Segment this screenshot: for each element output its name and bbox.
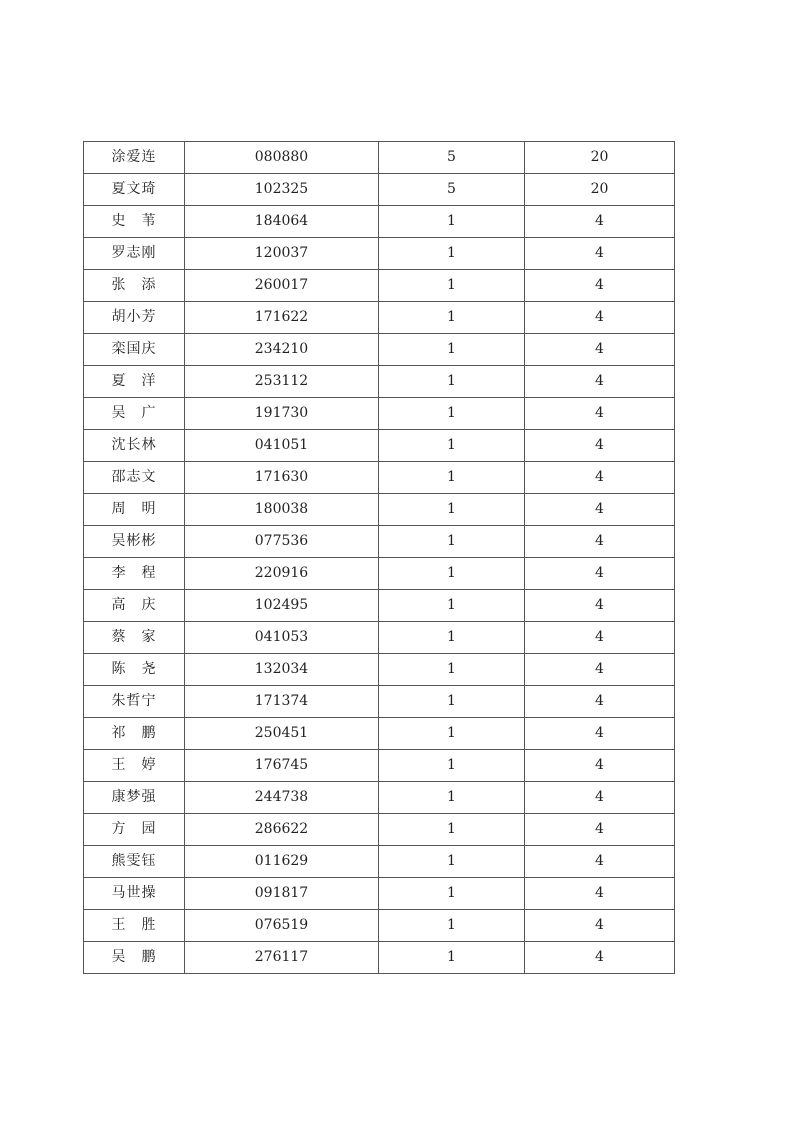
table-row [84, 750, 675, 782]
count-cell: 1 [379, 494, 525, 526]
table-row [84, 718, 675, 750]
code-cell: 244738 [185, 782, 379, 814]
table-row [84, 910, 675, 942]
code-cell: 220916 [185, 558, 379, 590]
score-cell: 4 [525, 334, 675, 366]
count-cell: 1 [379, 206, 525, 238]
name-cell: 史 苇 [84, 206, 185, 238]
count-cell: 1 [379, 782, 525, 814]
count-cell: 5 [379, 174, 525, 206]
count-cell: 1 [379, 910, 525, 942]
code-cell: 077536 [185, 526, 379, 558]
code-cell: 180038 [185, 494, 379, 526]
count-cell: 1 [379, 686, 525, 718]
name-cell: 方 园 [84, 814, 185, 846]
table-row [84, 654, 675, 686]
table-row [84, 238, 675, 270]
table-row [84, 782, 675, 814]
table-row [84, 942, 675, 974]
name-cell: 吴 广 [84, 398, 185, 430]
name-cell: 张 添 [84, 270, 185, 302]
count-cell: 5 [379, 142, 525, 174]
name-cell: 吴彬彬 [84, 526, 185, 558]
score-cell: 4 [525, 558, 675, 590]
score-cell: 4 [525, 462, 675, 494]
code-cell: 171622 [185, 302, 379, 334]
score-cell: 4 [525, 686, 675, 718]
score-cell: 4 [525, 398, 675, 430]
table-row [84, 558, 675, 590]
score-cell: 4 [525, 750, 675, 782]
name-cell: 祁 鹏 [84, 718, 185, 750]
table-row [84, 270, 675, 302]
name-cell: 吴 鹏 [84, 942, 185, 974]
name-cell: 夏文琦 [84, 174, 185, 206]
score-cell: 4 [525, 654, 675, 686]
code-cell: 260017 [185, 270, 379, 302]
score-cell: 20 [525, 174, 675, 206]
name-cell: 马世操 [84, 878, 185, 910]
score-cell: 4 [525, 238, 675, 270]
table-row [84, 526, 675, 558]
score-cell: 4 [525, 366, 675, 398]
code-cell: 120037 [185, 238, 379, 270]
name-cell: 康梦强 [84, 782, 185, 814]
count-cell: 1 [379, 526, 525, 558]
score-cell: 4 [525, 622, 675, 654]
count-cell: 1 [379, 750, 525, 782]
name-cell: 罗志刚 [84, 238, 185, 270]
table-row [84, 878, 675, 910]
table-row [84, 334, 675, 366]
count-cell: 1 [379, 590, 525, 622]
table-row [84, 814, 675, 846]
score-cell: 4 [525, 270, 675, 302]
code-cell: 234210 [185, 334, 379, 366]
name-cell: 栾国庆 [84, 334, 185, 366]
name-cell: 涂爱连 [84, 142, 185, 174]
table-row [84, 590, 675, 622]
score-cell: 4 [525, 878, 675, 910]
code-cell: 102495 [185, 590, 379, 622]
score-cell: 4 [525, 206, 675, 238]
score-cell: 4 [525, 494, 675, 526]
name-cell: 周 明 [84, 494, 185, 526]
score-cell: 4 [525, 718, 675, 750]
count-cell: 1 [379, 718, 525, 750]
table-row [84, 686, 675, 718]
count-cell: 1 [379, 302, 525, 334]
count-cell: 1 [379, 814, 525, 846]
count-cell: 1 [379, 398, 525, 430]
count-cell: 1 [379, 846, 525, 878]
table-row [84, 622, 675, 654]
score-cell: 4 [525, 526, 675, 558]
table-row [84, 206, 675, 238]
count-cell: 1 [379, 878, 525, 910]
count-cell: 1 [379, 942, 525, 974]
name-cell: 夏 洋 [84, 366, 185, 398]
code-cell: 080880 [185, 142, 379, 174]
count-cell: 1 [379, 270, 525, 302]
code-cell: 176745 [185, 750, 379, 782]
code-cell: 184064 [185, 206, 379, 238]
code-cell: 171630 [185, 462, 379, 494]
name-cell: 胡小芳 [84, 302, 185, 334]
score-cell: 4 [525, 942, 675, 974]
score-cell: 4 [525, 846, 675, 878]
table-row [84, 846, 675, 878]
name-cell: 熊雯钰 [84, 846, 185, 878]
code-cell: 253112 [185, 366, 379, 398]
name-cell: 沈长林 [84, 430, 185, 462]
code-cell: 011629 [185, 846, 379, 878]
count-cell: 1 [379, 654, 525, 686]
name-cell: 蔡 家 [84, 622, 185, 654]
table-row [84, 142, 675, 174]
table-body [84, 142, 675, 974]
count-cell: 1 [379, 430, 525, 462]
score-cell: 20 [525, 142, 675, 174]
score-cell: 4 [525, 302, 675, 334]
table-row [84, 174, 675, 206]
code-cell: 102325 [185, 174, 379, 206]
score-cell: 4 [525, 910, 675, 942]
score-cell: 4 [525, 430, 675, 462]
code-cell: 041053 [185, 622, 379, 654]
table-row [84, 494, 675, 526]
table-row [84, 430, 675, 462]
count-cell: 1 [379, 558, 525, 590]
code-cell: 191730 [185, 398, 379, 430]
table-row [84, 462, 675, 494]
count-cell: 1 [379, 366, 525, 398]
count-cell: 1 [379, 238, 525, 270]
code-cell: 276117 [185, 942, 379, 974]
count-cell: 1 [379, 462, 525, 494]
score-cell: 4 [525, 814, 675, 846]
table-row [84, 366, 675, 398]
name-cell: 李 程 [84, 558, 185, 590]
code-cell: 132034 [185, 654, 379, 686]
code-cell: 286622 [185, 814, 379, 846]
name-cell: 王 胜 [84, 910, 185, 942]
code-cell: 171374 [185, 686, 379, 718]
name-cell: 邵志文 [84, 462, 185, 494]
name-cell: 王 婷 [84, 750, 185, 782]
name-cell: 高 庆 [84, 590, 185, 622]
table-row [84, 302, 675, 334]
code-cell: 091817 [185, 878, 379, 910]
data-table [83, 141, 675, 974]
score-cell: 4 [525, 590, 675, 622]
name-cell: 陈 尧 [84, 654, 185, 686]
table-row [84, 398, 675, 430]
count-cell: 1 [379, 622, 525, 654]
code-cell: 041051 [185, 430, 379, 462]
score-cell: 4 [525, 782, 675, 814]
count-cell: 1 [379, 334, 525, 366]
name-cell: 朱哲宁 [84, 686, 185, 718]
code-cell: 076519 [185, 910, 379, 942]
code-cell: 250451 [185, 718, 379, 750]
